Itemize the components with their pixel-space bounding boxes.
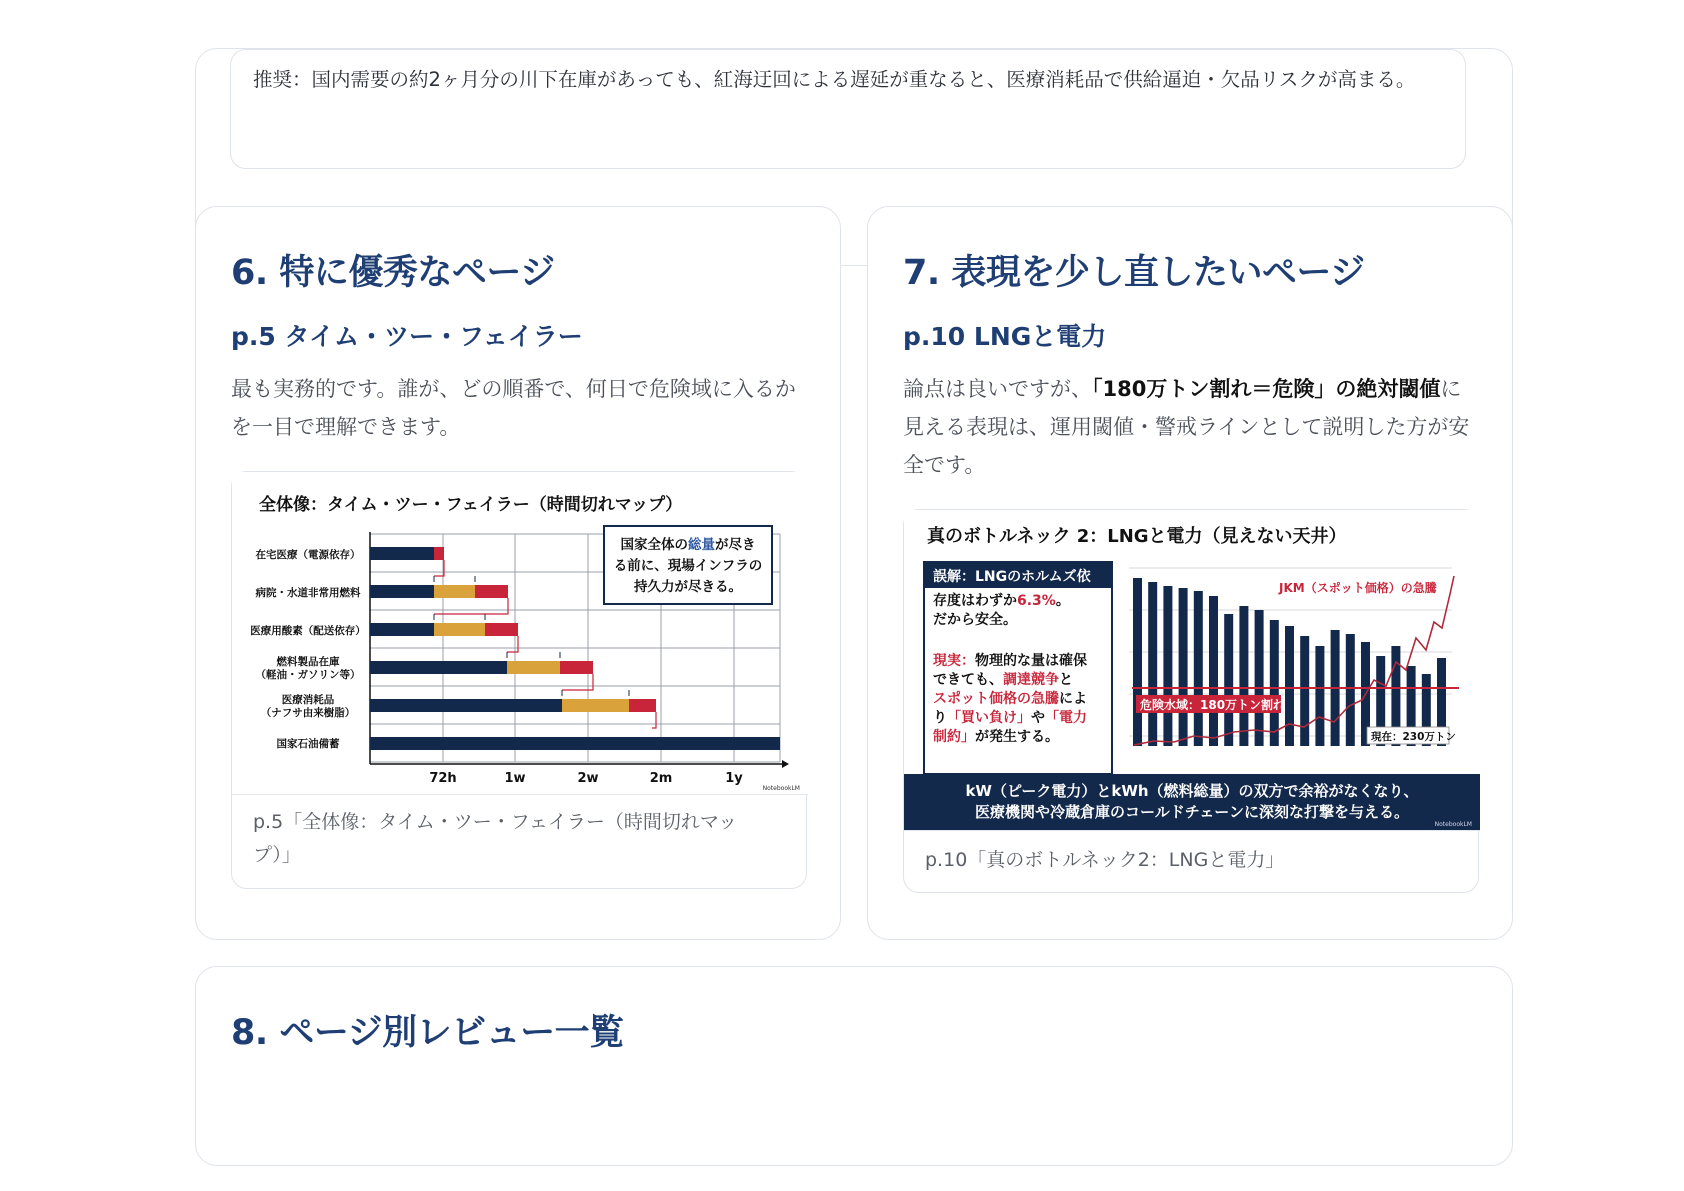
danger-label: 危険水域：180万トン割れ: [1140, 698, 1286, 712]
bar-hospital-gold: [434, 585, 475, 598]
figure-divider: [232, 794, 808, 795]
section-7-page-title: p.10 LNGと電力: [903, 322, 1107, 351]
tick-1y: 1y: [725, 771, 743, 786]
row-label-4a: 燃料製品在庫: [276, 656, 340, 668]
svg-text:スポット価格の急騰によ: スポット価格の急騰によ: [933, 691, 1087, 707]
tick-2w: 2w: [577, 771, 599, 786]
p5-caption: p.5「全体像：タイム・ツー・フェイラー（時間切れマップ）」: [253, 811, 738, 866]
bar-consumables-gold: [562, 699, 629, 712]
row-label-3: 医療用酸素（配送依存）: [250, 625, 366, 637]
p5-slide-image: [232, 472, 808, 794]
section-7-card: [867, 206, 1513, 940]
bar-consumables-navy: [370, 699, 562, 712]
tick-2m: 2m: [649, 771, 673, 786]
svg-text:現実：物理的な量は確保: 現実：物理的な量は確保: [933, 653, 1087, 669]
lng-bar: [1270, 620, 1279, 746]
lng-bar: [1133, 578, 1142, 746]
bar-fuel-red: [560, 661, 593, 674]
current-label: 現在：230万トン: [1371, 731, 1456, 743]
bar-hospital-navy: [370, 585, 434, 598]
p10-figure: [903, 509, 1479, 893]
svg-text:だから安全。: だから安全。: [933, 612, 1017, 628]
row-label-6: 国家石油備蓄: [276, 738, 340, 750]
myth-head: 誤解：LNGのホルムズ依: [933, 569, 1091, 585]
lng-bar: [1255, 610, 1264, 746]
figure-divider: [904, 830, 1480, 831]
row-label-2: 病院・水道非常用燃料: [255, 587, 361, 599]
recommendation-box: [230, 49, 1466, 169]
lng-bar: [1315, 646, 1324, 746]
svg-text:制約」が発生する。: 制約」が発生する。: [933, 729, 1059, 745]
row-label-4b: （軽油・ガソリン等）: [255, 669, 361, 681]
lng-bar: [1346, 634, 1355, 746]
lng-bar: [1163, 586, 1172, 746]
lng-bar: [1194, 591, 1203, 746]
section-6-heading: 6. 特に優秀なページ: [231, 253, 555, 293]
section-6-card: [195, 206, 841, 940]
p5-figure: [231, 471, 807, 889]
bar-oxygen-red: [485, 623, 518, 636]
tick-1w: 1w: [504, 771, 526, 786]
recommendation-text: 推奨：国内需要の約2ヶ月分の川下在庫があっても、紅海迂回による遅延が重なると、医療消耗品で供給逼迫・欠品リスクが高まる。: [253, 68, 1416, 91]
bar-consumables-red: [629, 699, 656, 712]
svg-text:持久力が尽きる。: 持久力が尽きる。: [634, 579, 742, 595]
lng-bar: [1224, 614, 1233, 746]
svg-text:り「買い負け」や「電力: り「買い負け」や「電力: [933, 710, 1087, 726]
section-7-body: [903, 370, 1478, 484]
row-label-5b: （ナフサ由来樹脂）: [260, 707, 356, 719]
row-label-5a: 医療消耗品: [281, 694, 335, 706]
section-7-heading: 7. 表現を少し直したいページ: [903, 253, 1365, 293]
section-7-body-bold: 「180万トン割れ＝危険」の絶対閾値: [1092, 377, 1441, 401]
jkm-label: JKM（スポット価格）の急騰: [1279, 581, 1437, 595]
section-6-page-title: p.5 タイム・ツー・フェイラー: [231, 322, 583, 351]
lng-bar: [1239, 606, 1248, 746]
bar-hospital-red: [475, 585, 508, 598]
bar-oxygen-navy: [370, 623, 434, 636]
p10-footer-line1: kW（ピーク電力）とkWh（燃料総量）の双方で余裕がなくなり、: [965, 782, 1419, 800]
p10-caption: p.10「真のボトルネック2：LNGと電力」: [925, 849, 1285, 871]
bar-reserve-navy: [370, 737, 780, 750]
bar-home-navy: [370, 547, 434, 560]
p10-watermark: NotebookLM: [1434, 821, 1472, 828]
scroll-viewport: [0, 68, 1684, 1110]
row-label-1: 在宅医療（電源依存）: [255, 549, 361, 561]
bar-home-red: [434, 547, 444, 560]
section-7-body-post: に見える表現は、運用閾値・警戒ラインとして説明した方が安全です。: [903, 377, 1470, 477]
section-8-heading: 8. ページ別レビュー一覧: [231, 1013, 624, 1053]
lng-bar: [1179, 588, 1188, 746]
lng-bar: [1285, 626, 1294, 746]
svg-text:できても、調達競争と: できても、調達競争と: [933, 672, 1073, 688]
lng-bar: [1148, 582, 1157, 746]
tick-72h: 72h: [429, 771, 457, 786]
p10-slide-image: [904, 510, 1480, 830]
bar-fuel-navy: [370, 661, 507, 674]
bar-oxygen-gold: [434, 623, 485, 636]
section-6-body: 最も実務的です。誰が、どの順番で、何日で危険域に入るかを一目で理解できます。: [231, 377, 796, 439]
svg-text:る前に、現場インフラの: る前に、現場インフラの: [613, 558, 763, 574]
p10-slide-title: 真のボトルネック 2：LNGと電力（見えない天井）: [927, 526, 1347, 547]
lng-bar: [1209, 596, 1218, 746]
bar-fuel-gold: [507, 661, 560, 674]
svg-text:存度はわずか6.3%。: 存度はわずか6.3%。: [933, 593, 1070, 609]
section-8-card: [195, 966, 1513, 1166]
p5-slide-title: 全体像：タイム・ツー・フェイラー（時間切れマップ）: [259, 495, 683, 515]
p10-footer-line2: 医療機関や冷蔵倉庫のコールドチェーンに深刻な打撃を与える。: [975, 803, 1409, 821]
lng-bar: [1300, 636, 1309, 746]
svg-text:国家全体の総量が尽き: 国家全体の総量が尽き: [620, 537, 756, 553]
section-7-body-pre: 論点は良いですが、: [903, 377, 1092, 401]
p5-watermark: NotebookLM: [762, 785, 800, 792]
